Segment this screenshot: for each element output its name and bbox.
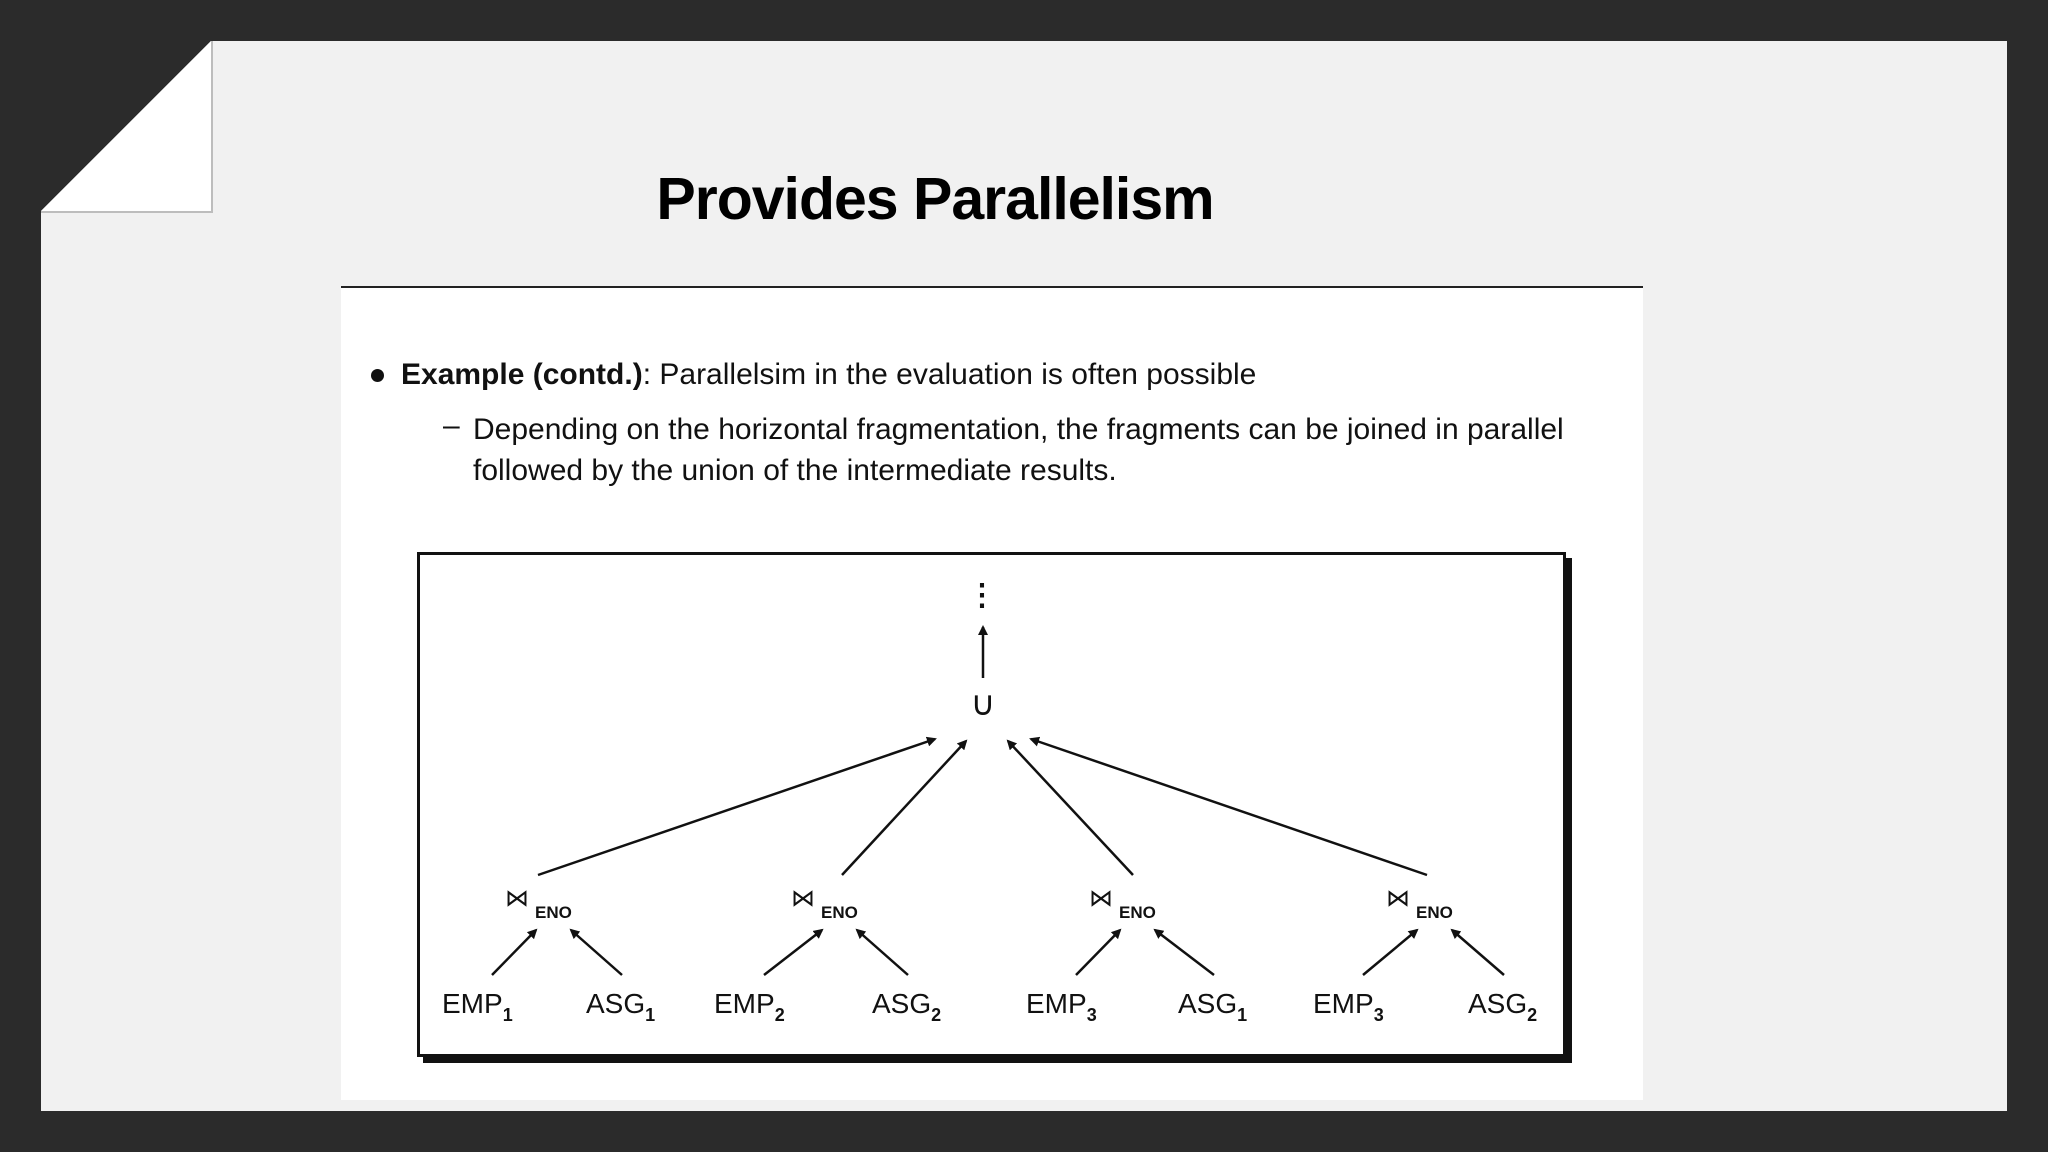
continuation-dots: ⋮	[967, 579, 997, 612]
arrow-asg-to-join	[1155, 930, 1214, 975]
arrow-emp-to-join	[764, 930, 822, 975]
join-subtree	[442, 739, 935, 1025]
arrow-emp-to-join	[1363, 930, 1417, 975]
emp-fragment-label: $EMP_3$	[1026, 988, 1097, 1025]
emp-fragment-label: $EMP_3$	[1313, 988, 1384, 1025]
join-operator: ⋈	[1386, 885, 1410, 912]
asg-fragment-label: $ASG_1$	[586, 988, 656, 1025]
emp-fragment-subscript: 1	[502, 1005, 513, 1025]
join-operator: ⋈	[505, 885, 529, 912]
emp-fragment-subscript: 3	[1373, 1005, 1384, 1025]
slide-title: Provides Parallelism	[656, 166, 1214, 232]
arrow-asg-to-join	[1452, 930, 1504, 975]
arrow-emp-to-join	[1076, 930, 1120, 975]
join-subtree	[1031, 739, 1537, 1025]
asg-fragment-label: $ASG_2$	[1468, 988, 1538, 1025]
emp-fragment-subscript: 2	[774, 1005, 785, 1025]
union-operator: ∪	[970, 685, 996, 723]
join-operator: ⋈	[1089, 885, 1113, 912]
asg-fragment-subscript: 1	[645, 1005, 656, 1025]
join-attribute: ENO	[535, 903, 572, 922]
title-divider	[341, 286, 1643, 288]
query-tree-figure	[417, 552, 1566, 1057]
arrow-join-to-union	[1008, 741, 1133, 875]
arrow-asg-to-join	[857, 930, 908, 975]
join-operator: ⋈	[791, 885, 815, 912]
arrow-join-to-union	[842, 741, 966, 875]
bullet-dot-icon	[371, 369, 384, 382]
join-subtree	[714, 741, 966, 1025]
asg-fragment-label: $ASG_2$	[872, 988, 942, 1025]
emp-fragment-subscript: 3	[1086, 1005, 1097, 1025]
asg-fragment-subscript: 1	[1237, 1005, 1248, 1025]
slide-content	[341, 286, 1643, 1100]
bullet-label: Example (contd.)	[401, 358, 643, 391]
sub-bullet-dash: –	[443, 409, 460, 442]
arrow-join-to-union	[1031, 739, 1427, 875]
join-subtrees	[442, 739, 1537, 1025]
join-attribute: ENO	[1119, 903, 1156, 922]
join-subtree	[1008, 741, 1247, 1025]
join-attribute: ENO	[821, 903, 858, 922]
bullet-item	[401, 358, 1256, 392]
sub-bullet-text: Depending on the horizontal fragmentation, the fragments can be joined in parallel followed by the union of the intermediate results.	[473, 413, 1564, 487]
asg-fragment-subscript: 2	[1527, 1005, 1538, 1025]
query-tree-diagram	[420, 555, 1563, 1054]
arrow-asg-to-join	[571, 930, 622, 975]
bullet-text: : Parallelsim in the evaluation is often possible	[642, 358, 1257, 391]
emp-fragment-label: $EMP_2$	[714, 988, 785, 1025]
page-corner-fold	[41, 41, 211, 211]
join-attribute: ENO	[1416, 903, 1453, 922]
emp-fragment-label: $EMP_1$	[442, 988, 513, 1025]
arrow-emp-to-join	[492, 930, 536, 975]
arrow-join-to-union	[538, 739, 935, 875]
asg-fragment-subscript: 2	[931, 1005, 942, 1025]
asg-fragment-label: $ASG_1$	[1178, 988, 1248, 1025]
